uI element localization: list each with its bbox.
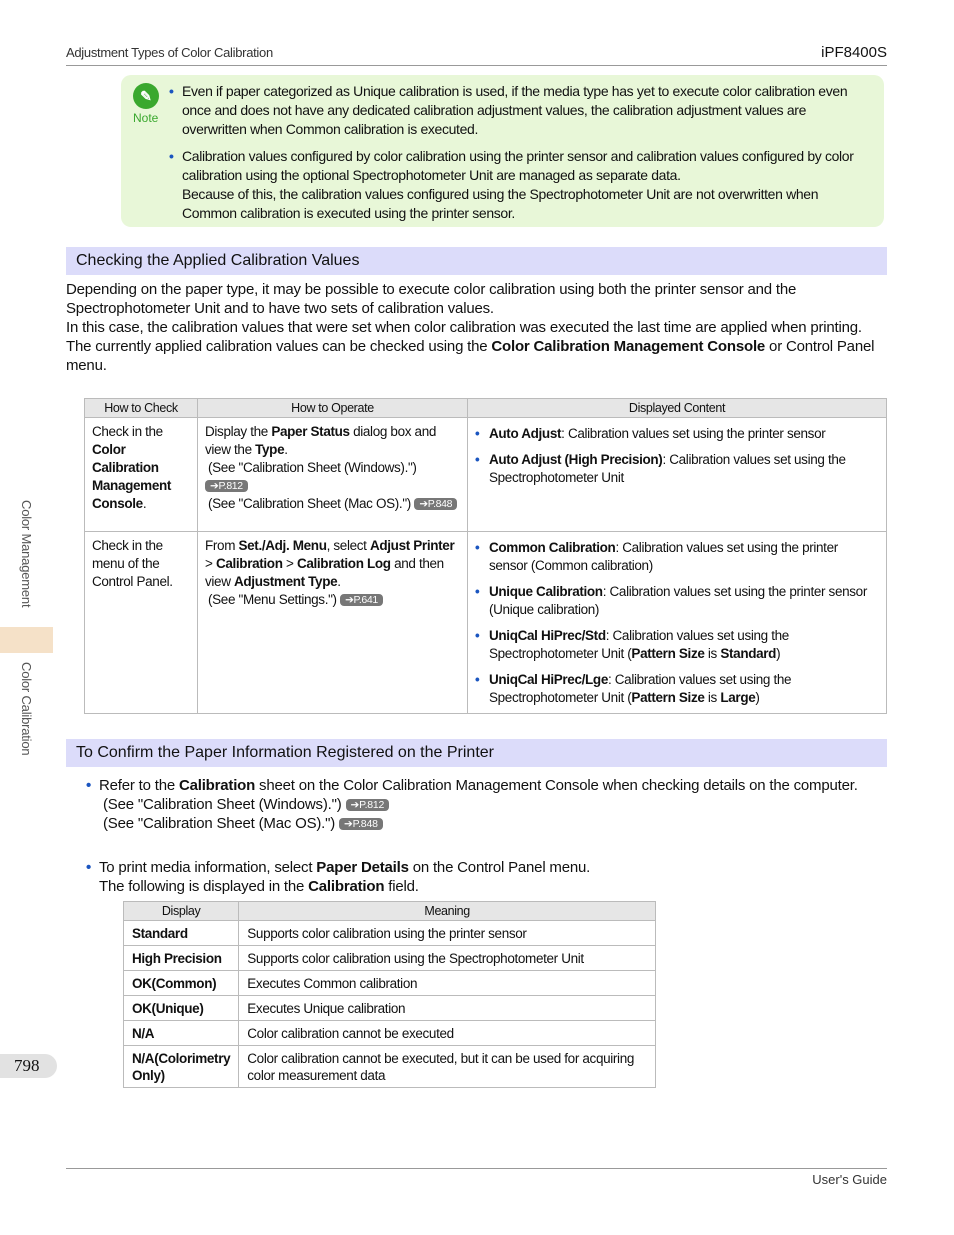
bullet-icon: • xyxy=(169,83,174,99)
list-item: • UniqCal HiPrec/Lge: Calibration values set using the Spectrophotometer Unit (Pattern Size is Large) xyxy=(475,672,792,705)
section-heading: Checking the Applied Calibration Values xyxy=(66,247,887,275)
header-rule xyxy=(66,65,887,66)
column-header: Display xyxy=(124,902,239,921)
list-item: • Auto Adjust (High Precision): Calibration values set using the Spectrophotometer Unit xyxy=(475,452,846,485)
section-heading: To Confirm the Paper Information Registered on the Printer xyxy=(66,739,887,767)
table-header-row xyxy=(124,902,656,921)
page-number: 798 xyxy=(0,1054,57,1078)
list-item xyxy=(86,858,886,896)
list-item-text: Refer to the Calibration sheet on the Color Calibration Management Console when checking details on the computer. xyxy=(99,777,858,794)
paragraph: Depending on the paper type, it may be possible to execute color calibration using both the printer sensor and the Spectrophotometer Unit and to have two sets of calibration values. xyxy=(66,281,797,317)
table-cell: From Set./Adj. Menu, select Adjust Printer > Calibration > Calibration Log and then view Adjustment Type. (See "Menu Settings.") ➔P.641 xyxy=(198,532,468,714)
list-item-text: To print media information, select Paper Details on the Control Panel menu. xyxy=(99,859,591,876)
table-cell: Display the Paper Status dialog box and view the Type. (See "Calibration Sheet (Windows).") ➔P.812 (See "Calibration Sheet (Mac OS).") ➔P.848 xyxy=(198,418,468,532)
note-item xyxy=(169,82,869,139)
column-header: Meaning xyxy=(239,902,656,921)
header-section-title: Adjustment Types of Color Calibration xyxy=(66,45,273,60)
reference-line: (See "Calibration Sheet (Windows).") ➔P.812 xyxy=(86,795,886,814)
page-ref-link[interactable]: ➔P.848 xyxy=(339,818,383,830)
list-item: • Common Calibration: Calibration values set using the printer sensor (Common calibration) xyxy=(475,540,838,573)
table-row: High Precision Supports color calibration using the Spectrophotometer Unit xyxy=(124,946,656,971)
note-box xyxy=(121,75,884,227)
check-methods-table xyxy=(84,398,887,714)
table-row xyxy=(85,418,887,532)
bullet-icon: • xyxy=(86,777,92,794)
table-row: OK(Common) Executes Common calibration xyxy=(124,971,656,996)
paragraph: The currently applied calibration values can be checked using the Color Calibration Management Console or Control Panel menu. xyxy=(66,338,875,374)
side-active-tab xyxy=(0,627,53,653)
table-cell xyxy=(468,418,887,532)
table-row: N/A Color calibration cannot be executed xyxy=(124,1021,656,1046)
table-row: Standard Supports color calibration using the printer sensor xyxy=(124,921,656,946)
list-item-text: The following is displayed in the Calibration field. xyxy=(99,878,419,895)
header-model-name: iPF8400S xyxy=(821,44,887,61)
note-label: Note xyxy=(133,111,159,125)
table-row: N/A(Colorimetry Only) Color calibration cannot be executed, but it can be used for acquiring color measurement data xyxy=(124,1046,656,1088)
table-cell xyxy=(468,532,887,714)
table-row: OK(Unique) Executes Unique calibration xyxy=(124,996,656,1021)
reference-line: (See "Calibration Sheet (Mac OS).") ➔P.848 xyxy=(86,814,886,833)
page-ref-link[interactable]: ➔P.812 xyxy=(205,480,248,492)
page-ref-link[interactable]: ➔P.812 xyxy=(346,799,390,811)
note-item xyxy=(169,147,869,223)
table-cell: Check in the Color Calibration Management Console. xyxy=(85,418,198,532)
note-item-text: Even if paper categorized as Unique calibration is used, if the media type has yet to execute color calibration even once and does not have any dedicated calibration adjustment values, the calibration adjustment values are overwritten when Common calibration is executed. xyxy=(182,83,848,137)
page-ref-link[interactable]: ➔P.848 xyxy=(414,498,457,510)
table-header-row xyxy=(85,399,887,418)
section-body xyxy=(66,280,891,375)
list-item: • UniqCal HiPrec/Std: Calibration values set using the Spectrophotometer Unit (Pattern Size is Standard) xyxy=(475,628,789,661)
side-chapter-label: Color Management xyxy=(19,500,34,608)
list-item: • Auto Adjust: Calibration values set using the printer sensor xyxy=(475,426,826,441)
side-section-label: Color Calibration xyxy=(19,662,34,756)
table-row xyxy=(85,532,887,714)
list-item: • Unique Calibration: Calibration values set using the printer sensor (Unique calibration) xyxy=(475,584,867,617)
bullet-icon: • xyxy=(86,859,92,876)
column-header: How to Operate xyxy=(198,399,468,418)
note-item-text: Calibration values configured by color calibration using the printer sensor and calibration values configured by color calibration using the optional Spectrophotometer Unit are managed as separate data. xyxy=(182,148,854,183)
page-ref-link[interactable]: ➔P.641 xyxy=(340,594,383,606)
column-header: Displayed Content xyxy=(468,399,887,418)
paragraph: In this case, the calibration values that were set when color calibration was executed the last time are applied when printing. xyxy=(66,319,862,336)
note-pencil-icon: ✎ xyxy=(133,83,159,109)
footer-rule xyxy=(66,1168,887,1169)
bullet-icon: • xyxy=(169,148,174,164)
column-header: How to Check xyxy=(85,399,198,418)
footer-guide-name: User's Guide xyxy=(812,1172,887,1187)
list-item xyxy=(86,776,886,833)
note-item-text: Because of this, the calibration values configured using the Spectrophotometer Unit are not overwritten when Common calibration is executed using the printer sensor. xyxy=(182,186,819,221)
table-cell: Check in the menu of the Control Panel. xyxy=(85,532,198,714)
calibration-display-table xyxy=(123,901,656,1088)
